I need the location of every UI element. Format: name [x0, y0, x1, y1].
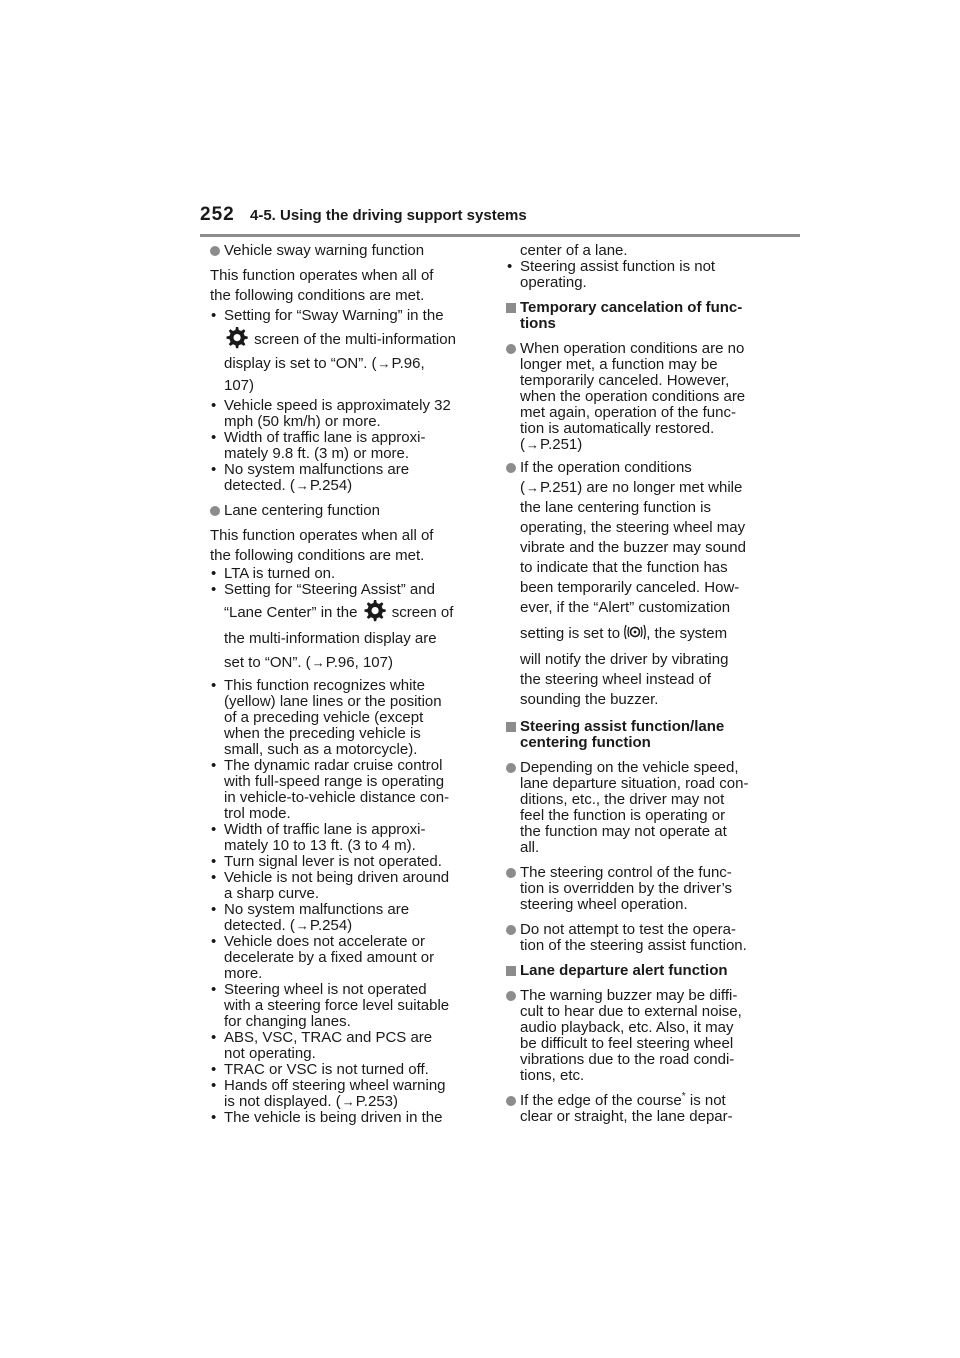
lc-intro: This function operates when all of the following conditions are met.	[210, 527, 434, 564]
circle-bullet-icon	[210, 506, 220, 516]
arrow-right-icon: →	[295, 918, 309, 933]
list-item: The warning buzzer may be diffi- cult to hear due to external noise, audio playback, etc. Also, it may be difficult to feel steering wheel vibrations due to the road condi- tions, etc.	[506, 988, 754, 1084]
left-column	[210, 241, 468, 1126]
list-item: • Vehicle does not accelerate or decelerate by a fixed amount or more.	[210, 934, 468, 982]
list-item: • Width of traffic lane is approxi- mately 9.8 ft. (3 m) or more.	[210, 430, 468, 462]
circle-bullet-icon	[506, 463, 516, 473]
header-rule	[200, 234, 800, 237]
list-item: • Steering assist function is not operating.	[506, 259, 754, 291]
list-item: • Setting for “Sway Warning” in the screen of the multi-information display is set to “ON”. (→P.96, 107)	[210, 306, 468, 398]
footnote-marker: *	[681, 1091, 686, 1102]
vehicle-sway-heading: Vehicle sway warning function	[210, 241, 468, 261]
list-item: • No system malfunctions are detected. (→P.254)	[210, 462, 468, 494]
list-item: • The dynamic radar cruise control with full-speed range is operating in vehicle-to-vehicle distance con- trol mode.	[210, 758, 468, 822]
list-item: • Turn signal lever is not operated.	[210, 854, 468, 870]
list-item: Do not attempt to test the opera- tion of the steering assist function.	[506, 922, 754, 954]
list-item: • Steering wheel is not operated with a steering force level suitable for changing lanes.	[210, 982, 468, 1030]
list-item: • LTA is turned on.	[210, 566, 468, 582]
gear-icon	[364, 600, 386, 622]
arrow-right-icon: →	[341, 1094, 355, 1109]
arrow-right-icon: →	[526, 437, 539, 452]
square-bullet-icon	[506, 303, 516, 313]
circle-bullet-icon	[506, 1096, 516, 1106]
page-header	[200, 204, 800, 238]
arrow-right-icon: →	[311, 655, 325, 670]
list-item: • Width of traffic lane is approxi- mately 10 to 13 ft. (3 to 4 m).	[210, 822, 468, 854]
list-item: If the operation conditions (→P.251) are no longer met while the lane centering function is operating, the steering wheel may vibrate and the buzzer may sound to indicate that the function has been temporarily canceled. How- ever, if the “Alert” customization setting is set to , the system will notify the driver by vibrating the steering wheel instead of sounding the buzzer.	[506, 458, 754, 710]
temporary-cancelation-heading: Temporary cancelation of func- tions	[506, 300, 754, 332]
section-title: 4-5. Using the driving support systems	[250, 207, 527, 224]
circle-bullet-icon	[506, 763, 516, 773]
vsw-intro: This function operates when all of the following conditions are met.	[210, 267, 434, 304]
list-item: Depending on the vehicle speed, lane departure situation, road con- ditions, etc., the driver may not feel the function is operating or the function may not operate at all.	[506, 760, 754, 856]
list-item: • Vehicle speed is approximately 32 mph (50 km/h) or more.	[210, 398, 468, 430]
circle-bullet-icon	[210, 246, 220, 256]
arrow-right-icon: →	[526, 480, 539, 495]
list-item: When operation conditions are no longer met, a function may be temporarily canceled. However, when the operation conditions are met again, operation of the func- tion is automatically restored. (→P.251)	[506, 341, 754, 453]
right-column	[506, 243, 754, 1125]
steering-assist-heading: Steering assist function/lane centering function	[506, 719, 754, 751]
list-item: • Vehicle is not being driven around a sharp curve.	[210, 870, 468, 902]
continued-text: center of a lane.	[520, 242, 628, 259]
list-item: • No system malfunctions are detected. (→P.254)	[210, 902, 468, 934]
list-item: • The vehicle is being driven in the	[210, 1110, 468, 1126]
circle-bullet-icon	[506, 925, 516, 935]
list-item: • ABS, VSC, TRAC and PCS are not operating.	[210, 1030, 468, 1062]
gear-icon	[226, 327, 248, 349]
list-item: The steering control of the func- tion is overridden by the driver’s steering wheel operation.	[506, 865, 754, 913]
square-bullet-icon	[506, 966, 516, 976]
list-item: • TRAC or VSC is not turned off.	[210, 1062, 468, 1078]
circle-bullet-icon	[506, 991, 516, 1001]
list-item: • Hands off steering wheel warning is not displayed. (→P.253)	[210, 1078, 468, 1110]
arrow-right-icon: →	[377, 356, 391, 371]
steering-vibration-icon	[624, 624, 646, 640]
lane-centering-heading: Lane centering function	[210, 501, 468, 521]
circle-bullet-icon	[506, 868, 516, 878]
arrow-right-icon: →	[295, 478, 309, 493]
lane-departure-heading: Lane departure alert function	[506, 963, 754, 979]
list-item: • Setting for “Steering Assist” and “Lane Center” in the screen of the multi-information display are set to “ON”. (→P.96, 107)	[210, 582, 468, 676]
circle-bullet-icon	[506, 344, 516, 354]
list-item: If the edge of the course* is not clear or straight, the lane depar-	[506, 1093, 754, 1125]
page-number: 252	[200, 204, 235, 225]
square-bullet-icon	[506, 722, 516, 732]
list-item: • This function recognizes white (yellow) lane lines or the position of a preceding vehicle (except when the preceding vehicle is small, such as a motorcycle).	[210, 678, 468, 758]
